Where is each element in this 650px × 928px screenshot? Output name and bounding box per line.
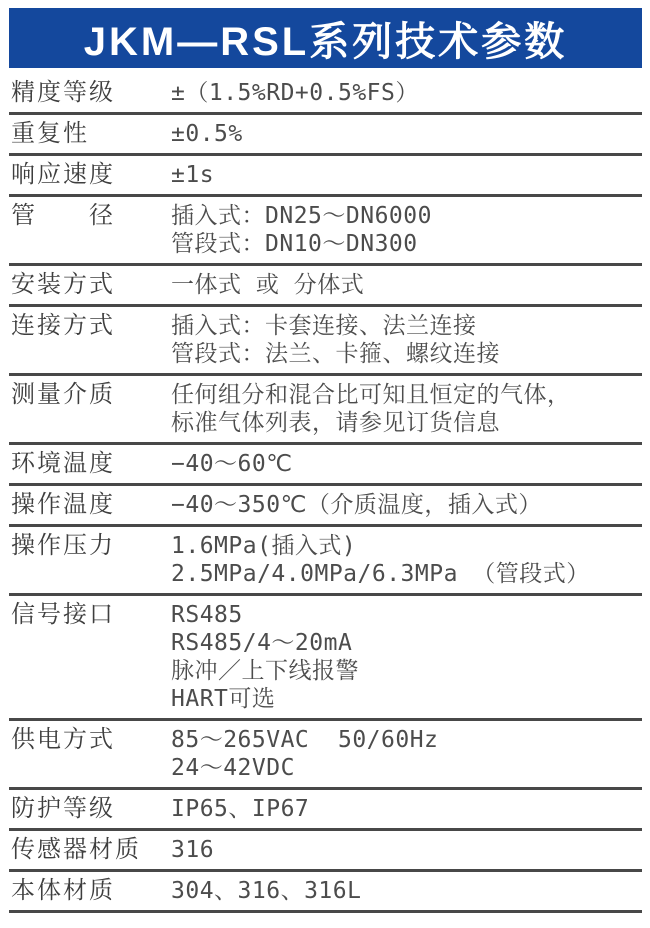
page-title: JKM—RSL系列技术参数: [83, 19, 568, 64]
spec-value: [171, 532, 642, 588]
spec-value-line: 管段式：DN10～DN300: [171, 231, 418, 257]
spec-value: [171, 161, 642, 189]
spec-value-line: 24～42VDC: [171, 755, 295, 781]
spec-label: 操作温度: [11, 491, 115, 518]
spec-value-line: 1.6MPa(插入式): [171, 533, 357, 559]
spec-label: 测量介质: [11, 381, 115, 408]
spec-value-line: HART可选: [171, 686, 276, 712]
spec-label: 管 径: [11, 202, 115, 229]
row-repeatability: [9, 115, 642, 156]
spec-label: 防护等级: [11, 795, 115, 822]
spec-label: 重复性: [11, 120, 89, 147]
spec-value-line: 一体式 或 分体式: [171, 272, 365, 298]
spec-label: 传感器材质: [11, 836, 141, 863]
spec-value: [171, 120, 642, 148]
row-ambient-temperature: [9, 445, 642, 486]
row-measured-medium: [9, 376, 642, 445]
spec-value-line: ±0.5%: [171, 121, 243, 147]
spec-value-line: RS485/4～20mA: [171, 630, 353, 656]
spec-value-line: 插入式：DN25～DN6000: [171, 203, 432, 229]
spec-label: 本体材质: [11, 877, 115, 904]
spec-value: [171, 79, 642, 107]
spec-label: 连接方式: [11, 312, 115, 339]
spec-label: 精度等级: [11, 79, 115, 106]
spec-value-line: 316: [171, 837, 215, 863]
spec-value: [171, 877, 642, 905]
spec-label: 操作压力: [11, 532, 115, 559]
spec-value-line: 2.5MPa/4.0MPa/6.3MPa （管段式）: [171, 561, 590, 587]
row-operating-temperature: [9, 486, 642, 527]
spec-value-line: 脉冲／上下线报警: [171, 658, 359, 684]
row-power-supply: [9, 721, 642, 790]
spec-value: [171, 271, 642, 299]
row-operating-pressure: [9, 527, 642, 596]
row-body-material: [9, 872, 642, 913]
spec-value-line: RS485: [171, 602, 243, 628]
spec-value-line: 插入式：卡套连接、法兰连接: [171, 313, 477, 339]
spec-table: [9, 74, 642, 913]
spec-value: [171, 450, 642, 478]
row-installation: [9, 266, 642, 307]
spec-value-line: −40～350℃（介质温度，插入式）: [171, 492, 542, 518]
spec-value: [171, 795, 642, 823]
spec-value-line: 304、316、316L: [171, 878, 362, 904]
row-response-time: [9, 156, 642, 197]
spec-value-line: 任何组分和混合比可知且恒定的气体，: [171, 382, 571, 408]
spec-label: 安装方式: [11, 271, 115, 298]
spec-label: 信号接口: [11, 601, 115, 628]
row-signal-interface: [9, 596, 642, 721]
spec-value-line: −40～60℃: [171, 451, 293, 477]
spec-value-line: 管段式：法兰、卡箍、螺纹连接: [171, 341, 500, 367]
spec-value: [171, 601, 642, 713]
row-pipe-diameter: [9, 197, 642, 266]
spec-value-line: ±1s: [171, 162, 215, 188]
spec-value: [171, 381, 642, 437]
spec-value-line: IP65、IP67: [171, 796, 310, 822]
title-banner: [9, 8, 642, 68]
spec-value: [171, 491, 642, 519]
spec-value: [171, 836, 642, 864]
spec-value: [171, 726, 642, 782]
spec-value-line: 标准气体列表，请参见订货信息: [171, 410, 500, 436]
spec-label: 供电方式: [11, 726, 115, 753]
row-protection-rating: [9, 790, 642, 831]
spec-label: 环境温度: [11, 450, 115, 477]
spec-value: [171, 202, 642, 258]
spec-value-line: ±（1.5%RD+0.5%FS）: [171, 80, 419, 106]
spec-value-line: 85～265VAC 50/60Hz: [171, 727, 439, 753]
row-sensor-material: [9, 831, 642, 872]
spec-value: [171, 312, 642, 368]
row-connection: [9, 307, 642, 376]
row-accuracy: [9, 74, 642, 115]
spec-label: 响应速度: [11, 161, 115, 188]
